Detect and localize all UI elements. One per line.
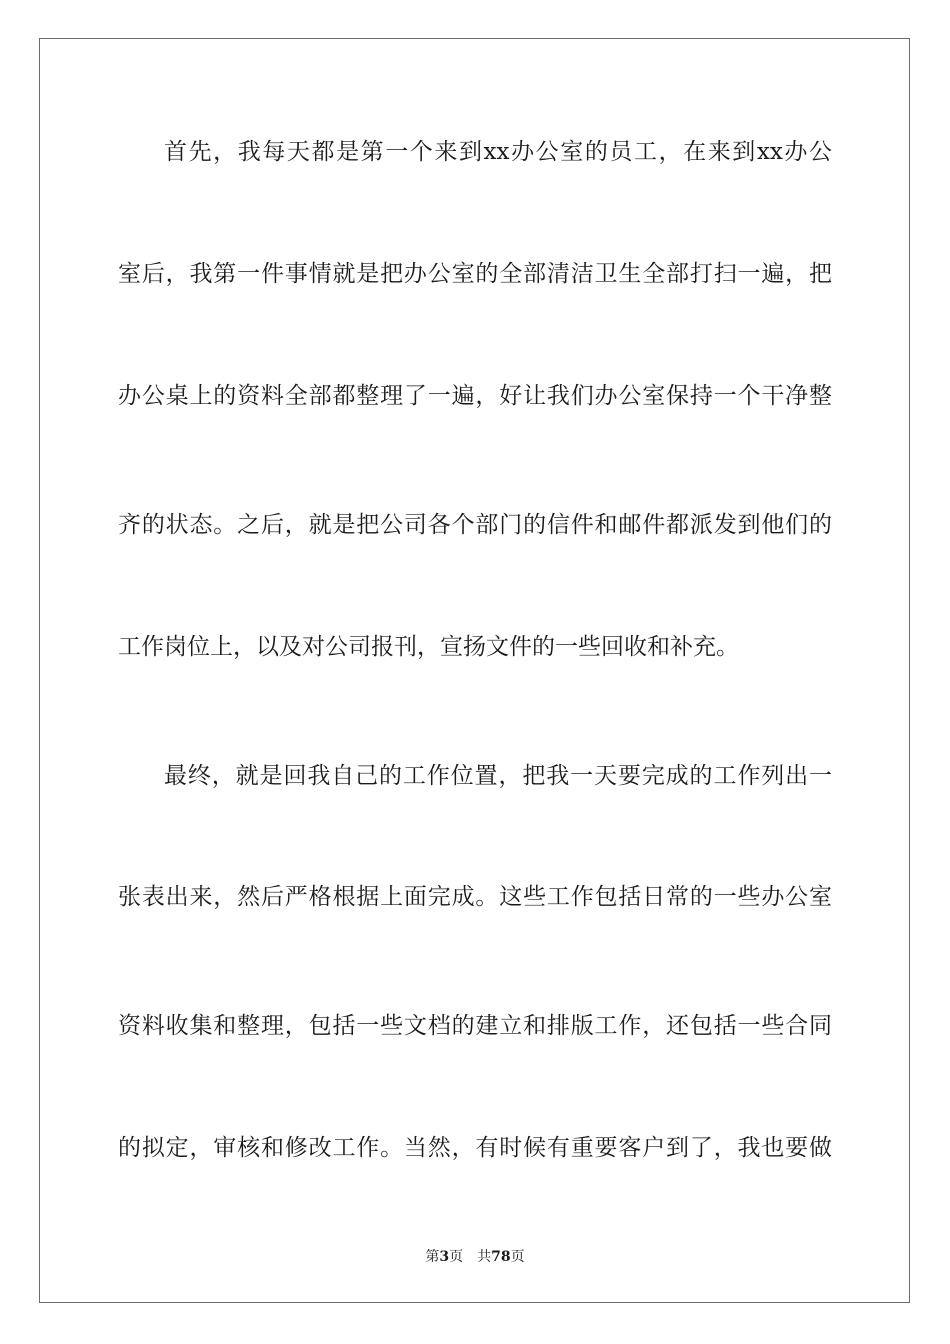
paragraph-2-line-2: 张表出来，然后严格根据上面完成。这些工作包括日常的一些办公室 bbox=[118, 884, 832, 910]
paragraph-1-line-1: 首先，我每天都是第一个来到xx办公室的员工，在来到xx办公 bbox=[164, 139, 832, 165]
paragraph-2-line-3: 资料收集和整理，包括一些文档的建立和排版工作，还包括一些合同 bbox=[118, 1013, 832, 1039]
total-prefix: 共 bbox=[477, 1249, 492, 1265]
page-border bbox=[39, 38, 910, 1303]
page-footer bbox=[0, 1248, 950, 1266]
page-suffix: 页 bbox=[449, 1249, 464, 1265]
page-number: 3 bbox=[439, 1249, 450, 1265]
paragraph-2-line-1: 最终，就是回我自己的工作位置，把我一天要完成的工作列出一 bbox=[164, 763, 832, 789]
paragraph-2-line-4: 的拟定，审核和修改工作。当然，有时候有重要客户到了，我也要做 bbox=[118, 1135, 832, 1161]
paragraph-1-line-4: 齐的状态。之后，就是把公司各个部门的信件和邮件都派发到他们的 bbox=[118, 512, 832, 538]
page-prefix: 第 bbox=[425, 1249, 440, 1265]
total-pages: 78 bbox=[491, 1249, 511, 1265]
total-suffix: 页 bbox=[510, 1249, 525, 1265]
paragraph-1-line-5: 工作岗位上，以及对公司报刊，宣扬文件的一些回收和补充。 bbox=[118, 634, 739, 660]
paragraph-1-line-2: 室后，我第一件事情就是把办公室的全部清洁卫生全部打扫一遍，把 bbox=[118, 261, 832, 287]
paragraph-1-line-3: 办公桌上的资料全部都整理了一遍，好让我们办公室保持一个干净整 bbox=[118, 383, 832, 409]
